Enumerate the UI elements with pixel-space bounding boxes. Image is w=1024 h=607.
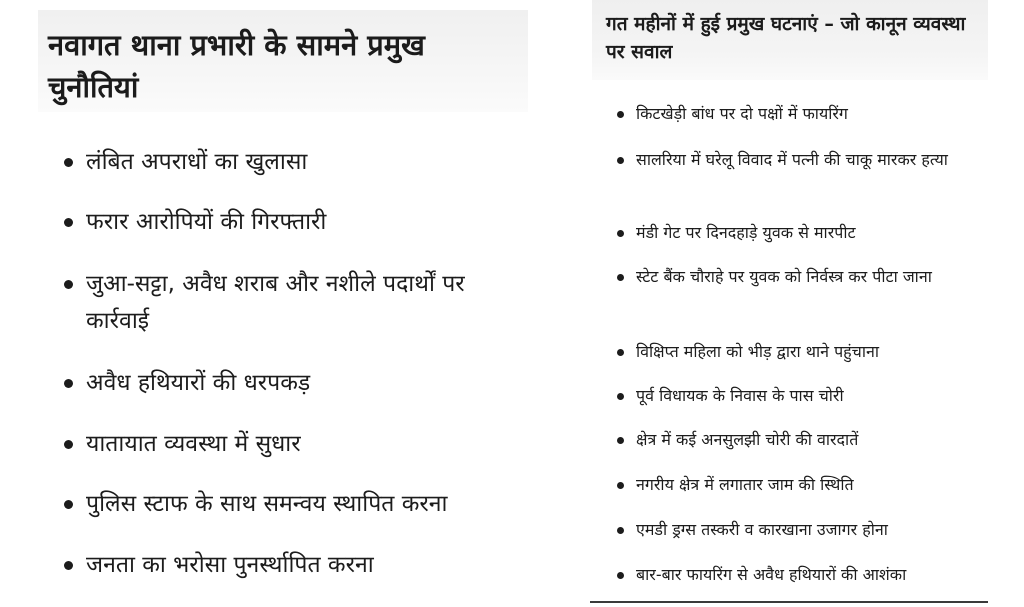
list-item — [616, 380, 976, 412]
list-item-text: क्षेत्र में कई अनसुलझी चोरी की वारदातें — [636, 430, 859, 449]
bullet-icon — [617, 274, 624, 281]
list-item — [616, 514, 976, 546]
bullet-icon — [617, 349, 624, 356]
bullet-icon — [64, 218, 73, 227]
list-item-text: एमडी ड्रग्स तस्करी व कारखाना उजागर होना — [636, 520, 888, 539]
list-item — [60, 204, 530, 241]
list-item — [60, 144, 530, 181]
bottom-divider — [590, 601, 988, 603]
list-item-text: अवैध हथियारों की धरपकड़ — [86, 370, 311, 396]
list-item — [616, 469, 976, 501]
list-item-text: किटखेड़ी बांध पर दो पक्षों में फायरिंग — [636, 104, 848, 123]
list-item-text: लंबित अपराधों का खुलासा — [86, 149, 308, 175]
list-item-text: जुआ-सट्टा, अवैध शराब और नशीले पदार्थों पर कार्रवाई — [86, 271, 465, 334]
bullet-icon — [64, 158, 73, 167]
right-panel-title: गत महीनों में हुई प्रमुख घटनाएं – जो कानून व्यवस्था पर सवाल — [606, 13, 966, 63]
list-item — [60, 365, 530, 402]
bullet-icon — [617, 527, 624, 534]
bullet-icon — [64, 500, 73, 509]
bullet-icon — [64, 379, 73, 388]
list-item — [616, 336, 976, 368]
list-item — [616, 217, 976, 249]
bullet-icon — [64, 280, 73, 289]
list-item — [60, 547, 530, 584]
list-item-text: मंडी गेट पर दिनदहाड़े युवक से मारपीट — [636, 223, 856, 242]
bullet-icon — [64, 561, 73, 570]
list-item — [60, 486, 530, 523]
list-item-text: नगरीय क्षेत्र में लगातार जाम की स्थिति — [636, 475, 854, 494]
list-item-text: सालरिया में घरेलू विवाद में पत्नी की चाकू मारकर हत्या — [636, 150, 948, 169]
list-item-text: यातायात व्यवस्था में सुधार — [86, 431, 301, 457]
list-item-text: जनता का भरोसा पुनर्स्थापित करना — [86, 552, 374, 578]
list-item-text: स्टेट बैंक चौराहे पर युवक को निर्वस्त्र कर पीटा जाना — [636, 267, 932, 286]
bullet-icon — [64, 440, 73, 449]
bullet-icon — [617, 111, 624, 118]
bullet-icon — [617, 437, 624, 444]
list-item-text: पूर्व विधायक के निवास के पास चोरी — [636, 386, 844, 405]
bullet-icon — [617, 230, 624, 237]
bullet-icon — [617, 157, 624, 164]
left-panel-title: नवागत थाना प्रभारी के सामने प्रमुख चुनौतियां — [48, 28, 425, 104]
list-item-text: बार-बार फायरिंग से अवैध हथियारों की आशंका — [636, 565, 907, 584]
list-item — [60, 426, 530, 463]
list-item — [616, 424, 976, 456]
list-item-text: पुलिस स्टाफ के साथ समन्वय स्थापित करना — [86, 491, 448, 517]
list-item-text: विक्षिप्त महिला को भीड़ द्वारा थाने पहुंचाना — [636, 342, 879, 361]
list-item — [60, 266, 530, 340]
list-item — [616, 261, 976, 293]
list-item-text: फरार आरोपियों की गिरफ्तारी — [86, 209, 327, 235]
list-item — [616, 559, 976, 591]
bullet-icon — [617, 393, 624, 400]
bullet-icon — [617, 482, 624, 489]
list-item — [616, 98, 976, 130]
list-item — [616, 144, 976, 176]
bullet-icon — [617, 572, 624, 579]
